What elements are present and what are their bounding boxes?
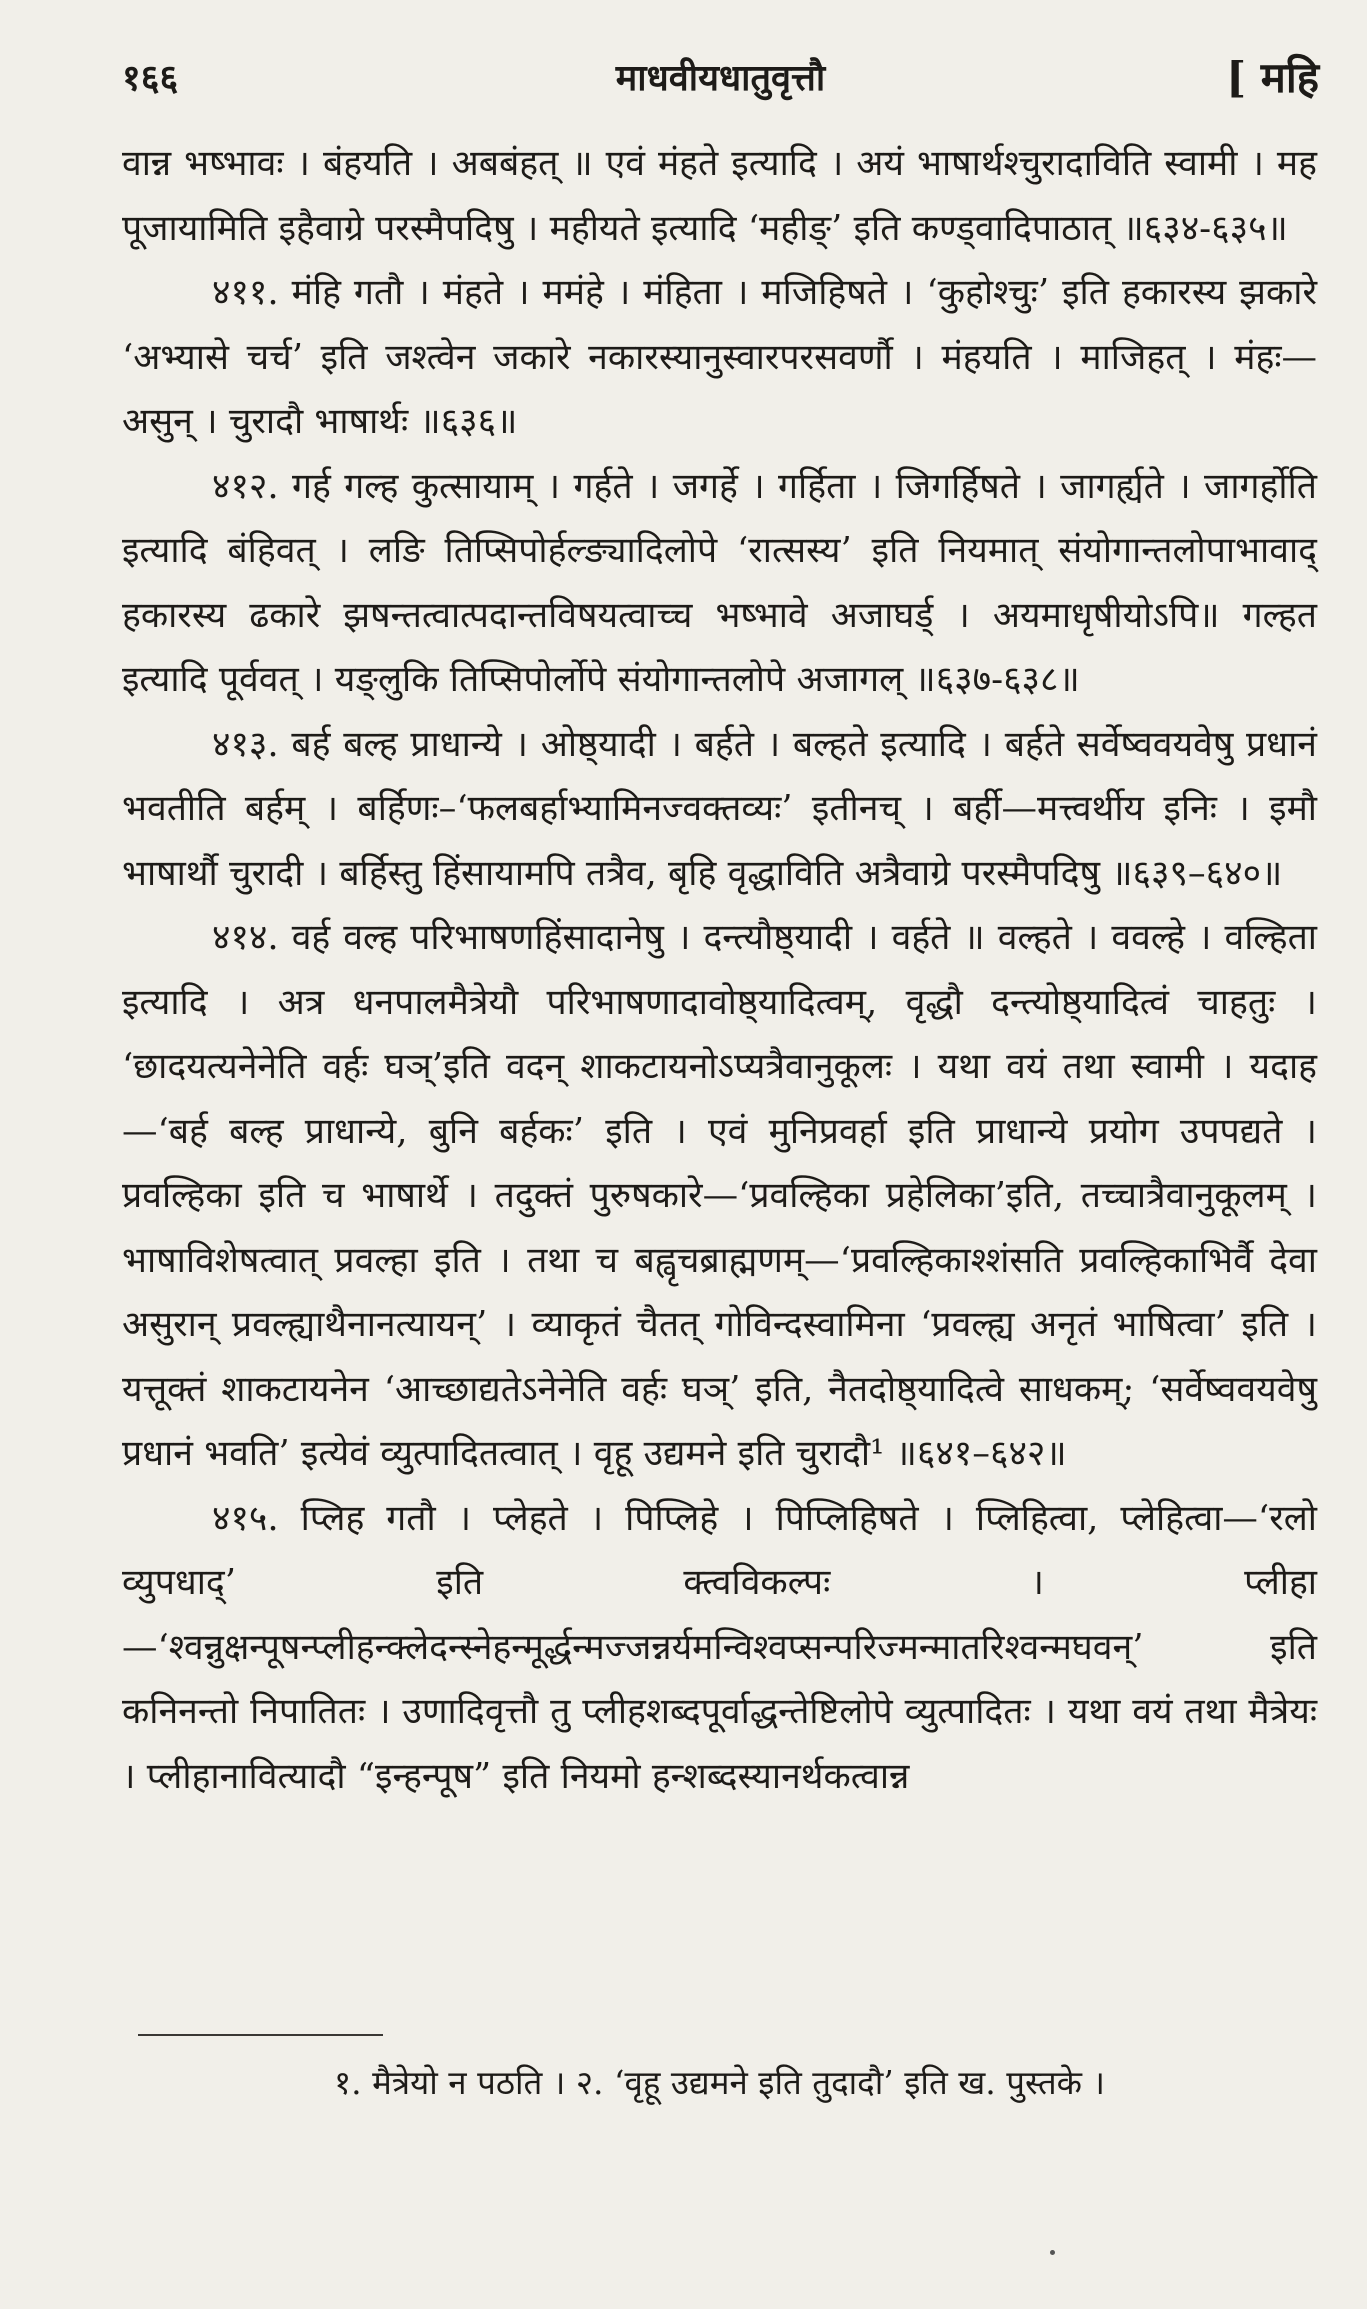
paragraph-413: ४१३. बर्ह बल्ह प्राधान्ये । ओष्ठ्यादी । बर्हते । बल्हते इत्यादि । बर्हते सर्वेष्ववयवेषु प्रधानं भवतीति बर्हम् । बर्हिणः–‘फलबर्हाभ्यामिनज्वक्तव्यः’ इतीनच् । बर्ही—मत्त्वर्थीय इनिः । इमौ भाषार्थौ चुरादी । बर्हिस्तु हिंसायामपि तत्रैव, बृहि वृद्धाविति अत्रैवाग्रे परस्मैपदिषु ॥६३९–६४०॥: [122, 723, 1317, 894]
paragraph-415: ४१५. प्लिह गतौ । प्लेहते । पिप्लिहे । पिप्लिहिषते । प्लिहित्वा, प्लेहित्वा—‘रलो व्युपधाद्’ इति क्त्वविकल्पः । प्लीहा—‘श्वन्नुक्षन्पूषन्प्लीहन्क्लेदन्स्नेहन्मूर्द्धन्मज्जन्नर्यमन्विश्वप्सन्परिज्मन्मातरिश्वन्मघवन्’ इति कनिनन्तो निपातितः । उणादिवृत्तौ तु प्लीहशब्दपूर्वाद्धन्तेष्टिलोपे व्युत्पादितः । यथा वयं तथा मैत्रेयः । प्लीहानावित्यादौ “इन्हन्पूष” इति नियमो हन्शब्दस्यानर्थकत्वान्न: [122, 1497, 1317, 1797]
paragraph-411: ४११. मंहि गतौ । मंहते । ममंहे । मंहिता । मजिहिषते । ‘कुहोश्चुः’ इति हकारस्य झकारे ‘अभ्यासे चर्च’ इति जश्त्वेन जकारे नकारस्यानुस्वारपरसवर्णौ । मंहयति । माजिहत् । मंहः—असुन् । चुरादौ भाषार्थः ॥६३६॥: [122, 272, 1317, 442]
book-title: माधवीयधातुवृत्तौ: [615, 57, 826, 99]
main-text: [122, 132, 1317, 1809]
paragraph-414: ४१४. वर्ह वल्ह परिभाषणहिंसादानेषु । दन्त्यौष्ठ्यादी । वर्हते ॥ वल्हते । ववल्हे । वल्हिता इत्यादि । अत्र धनपालमैत्रेयौ परिभाषणादावोष्ठ्यादित्वम्, वृद्धौ दन्त्योष्ठ्यादित्वं चाहतुः । ‘छादयत्यनेनेति वर्हः घञ्’इति वदन् शाकटायनोऽप्यत्रैवानुकूलः । यथा वयं तथा स्वामी । यदाह—‘बर्ह बल्ह प्राधान्ये, बुनि बर्हकः’ इति । एवं मुनिप्रवर्हा इति प्राधान्ये प्रयोग उपपद्यते । प्रवल्हिका इति च भाषार्थे । तदुक्तं पुरुषकारे—‘प्रवल्हिका प्रहेलिका’इति, तच्चात्रैवानुकूलम् । भाषाविशेषत्वात् प्रवल्हा इति । तथा च बह्वृचब्राह्मणम्—‘प्रवल्हिकाश्शंसति प्रवल्हिकाभिर्वै देवा असुरान् प्रवल्ह्याथैनानत्यायन्’ । व्याकृतं चैतत् गोविन्दस्वामिना ‘प्रवल्ह्य अनृतं भाषित्वा’ इति । यत्तूक्तं शाकटायनेन ‘आच्छाद्यतेऽनेनेति वर्हः घञ्’ इति, नैतदोष्ठ्यादित्वे साधकम्; ‘सर्वेष्ववयवेषु प्रधानं भवति’ इत्येवं व्युत्पादितत्वात् । वृहू उद्यमने इति चुरादौ¹ ॥६४१–६४२॥: [122, 917, 1317, 1474]
running-head: [ महि: [1226, 53, 1319, 102]
footnotes: १. मैत्रेयो न पठति । २. ‘वृहू उद्यमने इति तुदादौ’ इति ख. पुस्तके ।: [334, 2063, 1105, 2102]
paragraph-412: ४१२. गर्ह गल्ह कुत्सायाम् । गर्हते । जगर्हे । गर्हिता । जिगर्हिषते । जागर्ह्यते । जागर्होति इत्यादि बंहिवत् । लङि तिप्सिपोर्हल्ङ्यादिलोपे ‘रात्सस्य’ इति नियमात् संयोगान्तलोपाभावाद् हकारस्य ढकारे झषन्तत्वात्पदान्तविषयत्वाच्च भष्भावे अजाघर्ड् । अयमाधृषीयोऽपि॥ गल्हत इत्यादि पूर्ववत् । यङ्लुकि तिप्सिपोर्लोपे संयोगान्तलोपे अजागल् ॥६३७-६३८॥: [122, 465, 1317, 700]
paper-speck: [1050, 2250, 1055, 2255]
page-header: [122, 52, 1319, 112]
paragraph-continuation: वान्न भष्भावः । बंहयति । अबबंहत् ॥ एवं मंहते इत्यादि । अयं भाषार्थश्चुरादाविति स्वामी । मह पूजायामिति इहैवाग्रे परस्मैपदिषु । महीयते इत्यादि ‘महीङ्’ इति कण्ड्वादिपाठात् ॥६३४-६३५॥: [122, 143, 1317, 249]
footnote-divider: [138, 2034, 383, 2036]
page-number: १६६: [122, 57, 179, 99]
